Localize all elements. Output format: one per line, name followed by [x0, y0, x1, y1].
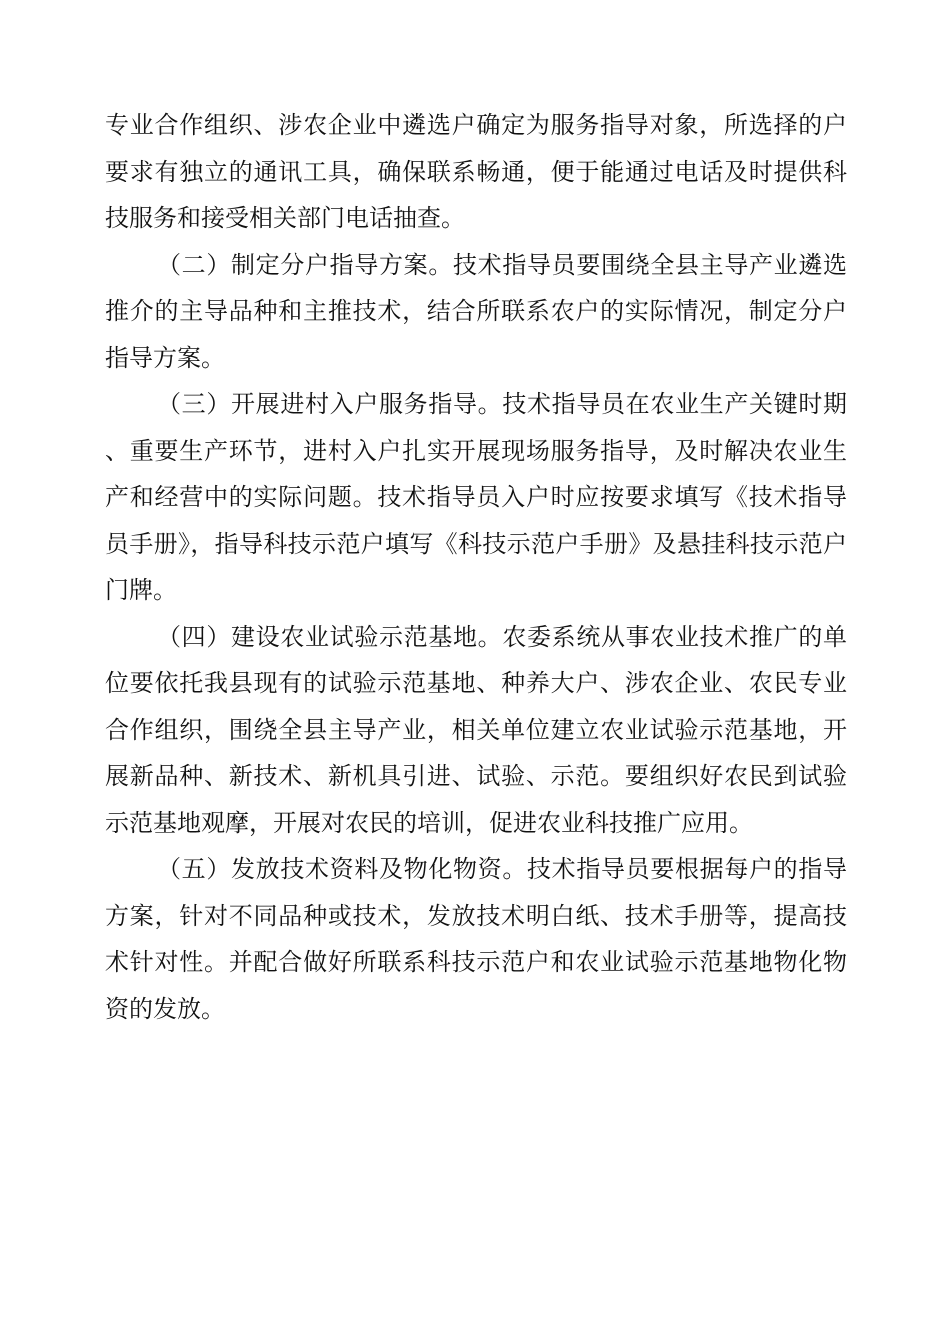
- paragraph-section-4: （四）建设农业试验示范基地。农委系统从事农业技术推广的单位要依托我县现有的试验示范基地、种养大户、涉农企业、农民专业合作组织，围绕全县主导产业，相关单位建立农业试验示范基地，开展新品种、新技术、新机具引进、试验、示范。要组织好农民到试验示范基地观摩，开展对农民的培训，促进农业科技推广应用。: [105, 622, 847, 837]
- document-body: [105, 102, 847, 1032]
- paragraph-section-2: （二）制定分户指导方案。技术指导员要围绕全县主导产业遴选推介的主导品种和主推技术，结合所联系农户的实际情况，制定分户指导方案。: [105, 250, 847, 372]
- paragraph-continuation: 专业合作组织、涉农企业中遴选户确定为服务指导对象，所选择的户要求有独立的通讯工具，确保联系畅通，便于能通过电话及时提供科技服务和接受相关部门电话抽查。: [105, 111, 847, 232]
- paragraph-section-5: （五）发放技术资料及物化物资。技术指导员要根据每户的指导方案，针对不同品种或技术，发放技术明白纸、技术手册等，提高技术针对性。并配合做好所联系科技示范户和农业试验示范基地物化物资的发放。: [105, 855, 847, 1023]
- paragraph-section-3: （三）开展进村入户服务指导。技术指导员在农业生产关键时期、重要生产环节，进村入户扎实开展现场服务指导，及时解决农业生产和经营中的实际问题。技术指导员入户时应按要求填写《技术指导员手册》，指导科技示范户填写《科技示范户手册》及悬挂科技示范户门牌。: [105, 390, 847, 604]
